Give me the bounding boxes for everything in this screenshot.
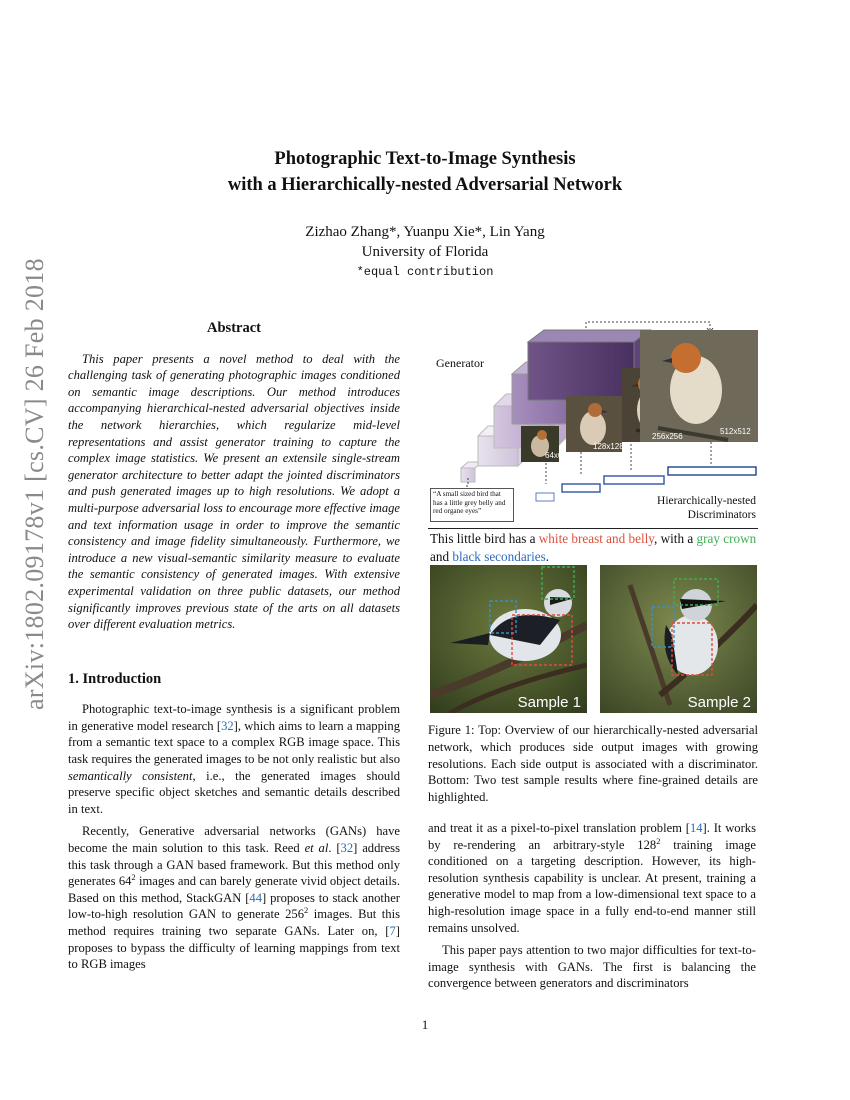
resolution-label-128: 128x128 xyxy=(593,442,624,451)
discriminator-3 xyxy=(604,476,664,484)
highlight-green: gray crown xyxy=(696,531,757,546)
output-512-image xyxy=(640,330,758,442)
sample-1-label: Sample 1 xyxy=(517,694,581,711)
citation-link[interactable]: 32 xyxy=(340,841,354,856)
paper-title-line-2: with a Hierarchically-nested Adversarial Network xyxy=(227,175,623,195)
sample-1-image xyxy=(430,565,587,713)
architecture-diagram xyxy=(428,318,758,528)
sample-2-svg xyxy=(600,565,757,713)
introduction-heading: 1. Introduction xyxy=(68,670,162,687)
abstract-heading: Abstract xyxy=(207,320,261,336)
emphasis-text: et al xyxy=(304,841,329,856)
paper-title-line-1: Photographic Text-to-Image Synthesis xyxy=(274,149,576,169)
left-column xyxy=(68,320,400,979)
text-span: ]. It works by re-rendering an arbitrary-style 128 xyxy=(428,821,756,852)
figure-divider xyxy=(428,528,758,529)
sample-images xyxy=(430,565,758,713)
sample-1-svg xyxy=(430,565,587,713)
text-span: Photographic text-to-image synthesis is a significant problem in generative model research [ xyxy=(68,702,400,733)
discriminator-4 xyxy=(668,467,756,475)
text-span: ] address this task through a GAN based framework. But this method only generates 64 xyxy=(68,841,400,889)
generator-label: Generator xyxy=(436,356,484,370)
resolution-label-256: 256x256 xyxy=(652,432,683,441)
text-span: ], which aims to learn a mapping from a semantic text space to a complex RGB image space. This task requires the generated images to be not only realistic but also xyxy=(68,718,400,767)
superscript: 2 xyxy=(304,905,309,916)
text-span: , i.e., the generated images should preserve specific object sketches and semantic details described in text. xyxy=(68,768,401,816)
discriminators-label-line-1: Hierarchically-nested xyxy=(657,495,756,507)
text-span: Recently, Generative adversarial networks (GANs) have become the main solution to this task. Reed xyxy=(68,824,400,856)
text-description-box: “A small sized bird that has a little grey belly and red organe eyes” xyxy=(430,488,514,522)
abstract-body: This paper presents a novel method to deal with the challenging task of generating photographic images conditioned on semantic image descriptions. Our method introduces accompanying hierarchical-nested adversarial objectives inside the network hierarchies, which regularize mid-level representations and assist generator training to capture the complex image statistics. We present an extensile single-stream generator architecture to better adapt the jointed discriminators and push generated images up to high resolutions. We adopt a multi-purpose adversarial loss to encourage more effective image and text information usage in order to improve the semantic consistency and image fidelity simultaneously. Furthermore, we introduce a new visual-semantic similarity measure to evaluate the semantic consistency of generated images. With extensive experimental validation on three public datasets, our method significantly improves previous state of the arts on all datasets over different evaluation metrics. xyxy=(68,351,400,632)
arxiv-identifier: arXiv:1802.09178v1 [cs.CV] 26 Feb 2018 xyxy=(20,258,49,710)
right-paragraph-2: This paper pays attention to two major difficulties for text-to-image synthesis with GANs. The first is balancing the convergence between generators and discriminators xyxy=(428,943,756,991)
affiliation: University of Florida xyxy=(361,244,489,260)
text-span: and treat it as a pixel-to-pixel translation problem [ xyxy=(428,821,690,835)
text-span: . xyxy=(545,549,550,564)
citation-link[interactable]: 14 xyxy=(689,821,703,835)
citation-link[interactable]: 44 xyxy=(249,890,263,905)
citation-link[interactable]: 7 xyxy=(389,924,396,938)
skip-arrow xyxy=(586,322,710,330)
emphasis-text: semantically consistent xyxy=(68,768,193,783)
text-span: ] proposes to stack another low-to-high resolution GAN to generate 256 xyxy=(68,890,400,922)
figure-caption: Figure 1: Top: Overview of our hierarchically-nested adversarial network, which produces side output images with growing resolutions. Each side output is associated with a discriminator. Bottom: Two test sample results where fine-grained details are highlighted. xyxy=(428,723,758,805)
text-span: training image conditioned on a targeting description. However, its high-resolution synthesis capability is unclear. At present, training a generative model to map from a low-dimensional text space to a high-resolution image space in a fully end-to-end manner still remains unsolved. xyxy=(428,837,756,935)
author-list: Zizhao Zhang*, Yuanpu Xie*, Lin Yang xyxy=(305,224,545,240)
text-span: and xyxy=(430,549,453,564)
text-span: ] proposes to bypass the difficulty of learning mappings from text to RGB images xyxy=(68,924,400,972)
citation-link[interactable]: 32 xyxy=(221,718,234,733)
intro-paragraph-2 xyxy=(68,823,400,972)
equal-contribution-note: *equal contribution xyxy=(356,265,494,279)
resolution-label-512: 512x512 xyxy=(720,427,751,436)
discriminator-2 xyxy=(562,484,600,492)
discriminator-1 xyxy=(536,493,554,501)
intro-paragraph-1 xyxy=(68,701,400,817)
sample-2-image xyxy=(600,565,757,713)
text-span: , with a xyxy=(654,531,697,546)
resolution-label-64: 64x64 xyxy=(545,451,567,460)
sample-2-label: Sample 2 xyxy=(687,694,751,711)
superscript: 2 xyxy=(131,872,136,883)
title-block xyxy=(120,146,730,282)
discriminators-label xyxy=(626,494,756,522)
text-span: . [ xyxy=(328,841,341,856)
text-span: images. But this method requires training two separate GANs. Later on, [ xyxy=(68,907,400,938)
discriminators-label-line-2: Discriminators xyxy=(687,509,756,521)
right-column xyxy=(428,820,756,998)
text-span: This little bird has a xyxy=(430,531,539,546)
highlight-blue: black secondaries xyxy=(452,549,546,564)
text-span: images and can barely generate vivid object details. Based on this method, StackGAN [ xyxy=(68,874,400,905)
page-number: 1 xyxy=(421,1018,429,1032)
right-paragraph-1 xyxy=(428,820,756,936)
highlight-red: white breast and belly xyxy=(538,531,655,546)
superscript: 2 xyxy=(656,835,661,846)
sample-description xyxy=(430,530,760,566)
